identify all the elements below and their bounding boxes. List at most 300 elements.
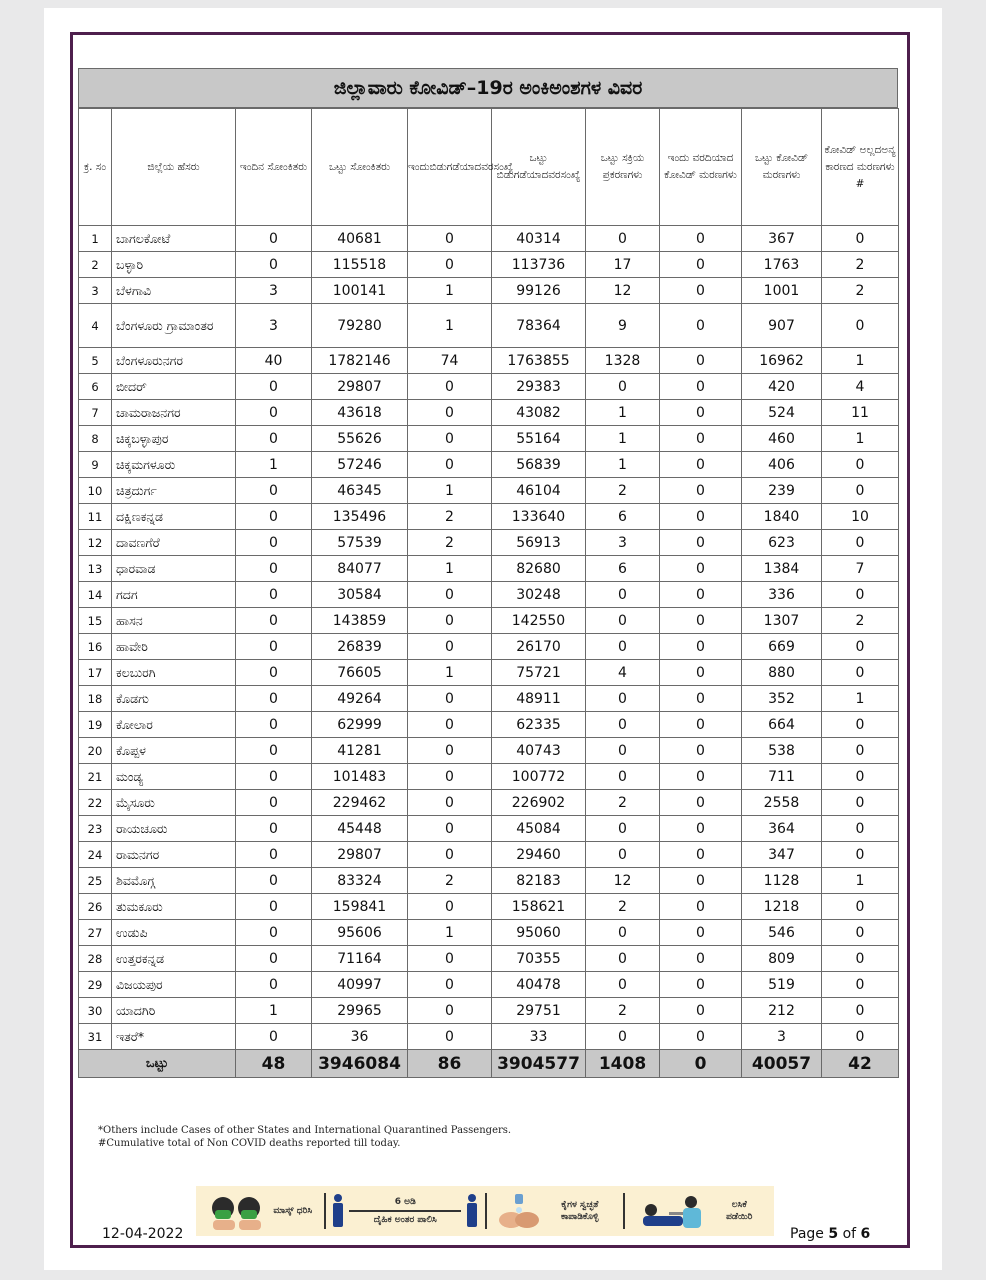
total-discharged: 55164 xyxy=(492,426,586,452)
table-row xyxy=(79,426,899,452)
col-header-today-deaths: ಇಂದು ವರದಿಯಾದ ಕೋವಿಡ್ ಮರಣಗಳು xyxy=(660,109,742,226)
total-tested: 49264 xyxy=(312,686,408,712)
total-discharged: 226902 xyxy=(492,790,586,816)
district-name: ಬೀದರ್ xyxy=(112,374,236,400)
today-discharged: 0 xyxy=(408,738,492,764)
row-sl: 8 xyxy=(79,426,112,452)
today-deaths: 0 xyxy=(660,582,742,608)
today-discharged: 2 xyxy=(408,868,492,894)
vaccine-icon xyxy=(639,1192,711,1230)
today-discharged: 0 xyxy=(408,608,492,634)
total-deaths: 3 xyxy=(742,1024,822,1050)
today-deaths: 0 xyxy=(660,738,742,764)
today-discharged: 1 xyxy=(408,304,492,348)
district-name: ಶಿವಮೊಗ್ಗ xyxy=(112,868,236,894)
district-name: ಚಿತ್ರದುರ್ಗ xyxy=(112,478,236,504)
banner-distance-label: ದೈಹಿಕ ಅಂತರ ಪಾಲಿಸಿ xyxy=(373,1215,437,1225)
total-deaths: 623 xyxy=(742,530,822,556)
row-sl: 29 xyxy=(79,972,112,998)
total-discharged: 1763855 xyxy=(492,348,586,374)
non-covid-deaths: 0 xyxy=(822,998,899,1024)
table-body xyxy=(79,226,899,1050)
total-deaths: 538 xyxy=(742,738,822,764)
total-tested: 26839 xyxy=(312,634,408,660)
active-cases: 1328 xyxy=(586,348,660,374)
table-row xyxy=(79,686,899,712)
table-row xyxy=(79,1024,899,1050)
active-cases: 0 xyxy=(586,686,660,712)
today-tested: 0 xyxy=(236,816,312,842)
active-cases: 0 xyxy=(586,946,660,972)
non-covid-deaths: 0 xyxy=(822,452,899,478)
total-discharged: 75721 xyxy=(492,660,586,686)
non-covid-deaths: 0 xyxy=(822,582,899,608)
non-covid-deaths: 2 xyxy=(822,608,899,634)
today-deaths: 0 xyxy=(660,504,742,530)
total-tested: 57539 xyxy=(312,530,408,556)
report-date: 12-04-2022 xyxy=(102,1226,184,1242)
district-name: ದಾವಣಗೆರೆ xyxy=(112,530,236,556)
table-row xyxy=(79,764,899,790)
today-deaths: 0 xyxy=(660,400,742,426)
row-sl: 12 xyxy=(79,530,112,556)
total-discharged: 48911 xyxy=(492,686,586,712)
district-name: ಹಾಸನ xyxy=(112,608,236,634)
district-name: ಕೋಲಾರ xyxy=(112,712,236,738)
today-discharged: 0 xyxy=(408,894,492,920)
today-tested: 0 xyxy=(236,842,312,868)
row-sl: 31 xyxy=(79,1024,112,1050)
total-deaths: 406 xyxy=(742,452,822,478)
non-covid-deaths: 0 xyxy=(822,816,899,842)
today-tested: 0 xyxy=(236,400,312,426)
mask-faces-icon xyxy=(207,1192,267,1230)
active-cases: 0 xyxy=(586,634,660,660)
totals-total: 3946084 xyxy=(312,1050,408,1078)
table-row xyxy=(79,304,899,348)
today-tested: 0 xyxy=(236,608,312,634)
total-discharged: 142550 xyxy=(492,608,586,634)
total-discharged: 113736 xyxy=(492,252,586,278)
col-header-today-discharged: ಇಂದುಬಿಡುಗಡೆಯಾದವರಸಂಖ್ಯೆ xyxy=(408,109,492,226)
today-deaths: 0 xyxy=(660,374,742,400)
today-deaths: 0 xyxy=(660,660,742,686)
row-sl: 30 xyxy=(79,998,112,1024)
active-cases: 0 xyxy=(586,226,660,252)
table-row xyxy=(79,582,899,608)
district-name: ಚಾಮರಾಜನಗರ xyxy=(112,400,236,426)
non-covid-deaths: 10 xyxy=(822,504,899,530)
totals-row xyxy=(79,1050,899,1078)
total-discharged: 40478 xyxy=(492,972,586,998)
totals-active: 1408 xyxy=(586,1050,660,1078)
total-deaths: 352 xyxy=(742,686,822,712)
today-tested: 0 xyxy=(236,1024,312,1050)
total-discharged: 56839 xyxy=(492,452,586,478)
totals-total-discharged: 3904577 xyxy=(492,1050,586,1078)
total-tested: 43618 xyxy=(312,400,408,426)
totals-deaths: 40057 xyxy=(742,1050,822,1078)
active-cases: 6 xyxy=(586,556,660,582)
page-number xyxy=(790,1226,870,1242)
total-deaths: 367 xyxy=(742,226,822,252)
total-discharged: 45084 xyxy=(492,816,586,842)
today-tested: 0 xyxy=(236,712,312,738)
district-name: ರಾಮನಗರ xyxy=(112,842,236,868)
total-deaths: 1384 xyxy=(742,556,822,582)
banner-hands-segment xyxy=(487,1186,623,1236)
row-sl: 10 xyxy=(79,478,112,504)
district-name: ಬೆಳಗಾವಿ xyxy=(112,278,236,304)
total-deaths: 1218 xyxy=(742,894,822,920)
col-header-total-deaths: ಒಟ್ಟು ಕೋವಿಡ್ ಮರಣಗಳು xyxy=(742,109,822,226)
today-tested: 40 xyxy=(236,348,312,374)
total-discharged: 82183 xyxy=(492,868,586,894)
non-covid-deaths: 0 xyxy=(822,1024,899,1050)
today-discharged: 1 xyxy=(408,278,492,304)
today-discharged: 0 xyxy=(408,226,492,252)
total-discharged: 82680 xyxy=(492,556,586,582)
district-name: ತುಮಕೂರು xyxy=(112,894,236,920)
active-cases: 1 xyxy=(586,426,660,452)
row-sl: 17 xyxy=(79,660,112,686)
active-cases: 0 xyxy=(586,608,660,634)
banner-vaccine-label: ಲಸಿಕೆ ಪಡೆಯಿರಿ xyxy=(726,1200,753,1222)
row-sl: 13 xyxy=(79,556,112,582)
non-covid-deaths: 0 xyxy=(822,790,899,816)
today-tested: 0 xyxy=(236,582,312,608)
active-cases: 0 xyxy=(586,764,660,790)
today-discharged: 0 xyxy=(408,816,492,842)
active-cases: 17 xyxy=(586,252,660,278)
today-discharged: 2 xyxy=(408,530,492,556)
total-deaths: 1001 xyxy=(742,278,822,304)
today-deaths: 0 xyxy=(660,608,742,634)
non-covid-deaths: 4 xyxy=(822,374,899,400)
row-sl: 25 xyxy=(79,868,112,894)
row-sl: 27 xyxy=(79,920,112,946)
total-deaths: 2558 xyxy=(742,790,822,816)
total-tested: 71164 xyxy=(312,946,408,972)
non-covid-deaths: 0 xyxy=(822,972,899,998)
non-covid-deaths: 2 xyxy=(822,278,899,304)
total-deaths: 420 xyxy=(742,374,822,400)
district-name: ಚಿಕ್ಕಮಗಳೂರು xyxy=(112,452,236,478)
today-deaths: 0 xyxy=(660,868,742,894)
col-header-today-tested: ಇಂದಿನ ಸೋಂಕಿತರು xyxy=(236,109,312,226)
totals-today-discharged: 86 xyxy=(408,1050,492,1078)
page-current: 5 xyxy=(828,1226,839,1242)
today-tested: 0 xyxy=(236,972,312,998)
banner-mask-label: ಮಾಸ್ಕ್ ಧರಿಸಿ xyxy=(273,1206,313,1216)
total-deaths: 546 xyxy=(742,920,822,946)
today-discharged: 74 xyxy=(408,348,492,374)
district-name: ಹಾವೇರಿ xyxy=(112,634,236,660)
non-covid-deaths: 1 xyxy=(822,868,899,894)
today-deaths: 0 xyxy=(660,712,742,738)
active-cases: 2 xyxy=(586,998,660,1024)
today-tested: 0 xyxy=(236,790,312,816)
total-deaths: 524 xyxy=(742,400,822,426)
non-covid-deaths: 0 xyxy=(822,764,899,790)
today-discharged: 1 xyxy=(408,478,492,504)
active-cases: 0 xyxy=(586,738,660,764)
row-sl: 9 xyxy=(79,452,112,478)
today-discharged: 0 xyxy=(408,998,492,1024)
total-tested: 40681 xyxy=(312,226,408,252)
row-sl: 19 xyxy=(79,712,112,738)
total-tested: 1782146 xyxy=(312,348,408,374)
active-cases: 2 xyxy=(586,790,660,816)
non-covid-deaths: 0 xyxy=(822,660,899,686)
today-discharged: 2 xyxy=(408,504,492,530)
today-discharged: 0 xyxy=(408,946,492,972)
today-discharged: 0 xyxy=(408,764,492,790)
total-tested: 57246 xyxy=(312,452,408,478)
active-cases: 3 xyxy=(586,530,660,556)
total-tested: 100141 xyxy=(312,278,408,304)
table-row xyxy=(79,920,899,946)
row-sl: 18 xyxy=(79,686,112,712)
district-name: ರಾಯಚೂರು xyxy=(112,816,236,842)
today-deaths: 0 xyxy=(660,478,742,504)
today-deaths: 0 xyxy=(660,226,742,252)
banner-mask-segment xyxy=(196,1186,324,1236)
today-tested: 0 xyxy=(236,894,312,920)
today-deaths: 0 xyxy=(660,816,742,842)
table-row xyxy=(79,972,899,998)
totals-today: 48 xyxy=(236,1050,312,1078)
today-discharged: 0 xyxy=(408,686,492,712)
non-covid-deaths: 11 xyxy=(822,400,899,426)
district-name: ಕಲಬುರಗಿ xyxy=(112,660,236,686)
today-tested: 0 xyxy=(236,226,312,252)
banner-vaccine-segment xyxy=(625,1186,774,1236)
non-covid-deaths: 7 xyxy=(822,556,899,582)
today-discharged: 1 xyxy=(408,556,492,582)
total-discharged: 40314 xyxy=(492,226,586,252)
non-covid-deaths: 1 xyxy=(822,426,899,452)
today-deaths: 0 xyxy=(660,634,742,660)
col-header-non-covid-deaths: ಕೋವಿಡ್ ಅಲ್ಲದಅನ್ಯ ಕಾರಣದ ಮರಣಗಳು # xyxy=(822,109,899,226)
today-discharged: 0 xyxy=(408,1024,492,1050)
total-discharged: 46104 xyxy=(492,478,586,504)
row-sl: 20 xyxy=(79,738,112,764)
total-discharged: 29383 xyxy=(492,374,586,400)
banner-distance-segment xyxy=(326,1186,485,1236)
person-icon xyxy=(331,1193,345,1229)
row-sl: 23 xyxy=(79,816,112,842)
today-tested: 0 xyxy=(236,920,312,946)
total-discharged: 78364 xyxy=(492,304,586,348)
row-sl: 2 xyxy=(79,252,112,278)
today-discharged: 0 xyxy=(408,712,492,738)
today-deaths: 0 xyxy=(660,1024,742,1050)
table-row xyxy=(79,790,899,816)
totals-label: ಒಟ್ಟು xyxy=(79,1050,236,1078)
total-deaths: 1128 xyxy=(742,868,822,894)
table-row xyxy=(79,348,899,374)
table-row xyxy=(79,278,899,304)
district-name: ಉಡುಪಿ xyxy=(112,920,236,946)
active-cases: 1 xyxy=(586,452,660,478)
today-deaths: 0 xyxy=(660,842,742,868)
total-deaths: 711 xyxy=(742,764,822,790)
row-sl: 26 xyxy=(79,894,112,920)
row-sl: 4 xyxy=(79,304,112,348)
total-tested: 79280 xyxy=(312,304,408,348)
non-covid-deaths: 0 xyxy=(822,946,899,972)
today-tested: 0 xyxy=(236,946,312,972)
total-discharged: 70355 xyxy=(492,946,586,972)
today-tested: 0 xyxy=(236,868,312,894)
active-cases: 4 xyxy=(586,660,660,686)
total-discharged: 133640 xyxy=(492,504,586,530)
active-cases: 0 xyxy=(586,582,660,608)
today-tested: 3 xyxy=(236,278,312,304)
table-header-row xyxy=(79,109,899,226)
today-discharged: 0 xyxy=(408,400,492,426)
total-deaths: 460 xyxy=(742,426,822,452)
total-tested: 83324 xyxy=(312,868,408,894)
page-title: ಜಿಲ್ಲಾವಾರು ಕೋವಿಡ್–19ರ ಅಂಕಿಅಂಶಗಳ ವಿವರ xyxy=(78,68,898,108)
table-row xyxy=(79,894,899,920)
total-discharged: 100772 xyxy=(492,764,586,790)
total-discharged: 30248 xyxy=(492,582,586,608)
non-covid-deaths: 1 xyxy=(822,686,899,712)
district-name: ಕೊಪ್ಪಳ xyxy=(112,738,236,764)
total-tested: 115518 xyxy=(312,252,408,278)
active-cases: 0 xyxy=(586,816,660,842)
total-deaths: 347 xyxy=(742,842,822,868)
active-cases: 0 xyxy=(586,920,660,946)
district-name: ಇತರೆ* xyxy=(112,1024,236,1050)
today-tested: 0 xyxy=(236,738,312,764)
table-row xyxy=(79,946,899,972)
total-discharged: 56913 xyxy=(492,530,586,556)
table-row xyxy=(79,738,899,764)
today-tested: 0 xyxy=(236,686,312,712)
active-cases: 6 xyxy=(586,504,660,530)
total-tested: 41281 xyxy=(312,738,408,764)
today-discharged: 0 xyxy=(408,252,492,278)
today-tested: 0 xyxy=(236,426,312,452)
page-of: of xyxy=(842,1226,857,1242)
active-cases: 2 xyxy=(586,894,660,920)
row-sl: 14 xyxy=(79,582,112,608)
non-covid-deaths: 2 xyxy=(822,252,899,278)
non-covid-deaths: 0 xyxy=(822,304,899,348)
row-sl: 21 xyxy=(79,764,112,790)
total-tested: 76605 xyxy=(312,660,408,686)
total-tested: 55626 xyxy=(312,426,408,452)
district-name: ಬಳ್ಳಾರಿ xyxy=(112,252,236,278)
table-row xyxy=(79,816,899,842)
total-discharged: 33 xyxy=(492,1024,586,1050)
total-tested: 36 xyxy=(312,1024,408,1050)
total-tested: 40997 xyxy=(312,972,408,998)
table-row xyxy=(79,712,899,738)
row-sl: 6 xyxy=(79,374,112,400)
active-cases: 0 xyxy=(586,972,660,998)
active-cases: 9 xyxy=(586,304,660,348)
person-icon xyxy=(465,1193,479,1229)
district-name: ಬೆಂಗಳೂರುನಗರ xyxy=(112,348,236,374)
today-deaths: 0 xyxy=(660,894,742,920)
total-deaths: 364 xyxy=(742,816,822,842)
total-discharged: 95060 xyxy=(492,920,586,946)
non-covid-deaths: 0 xyxy=(822,894,899,920)
today-tested: 3 xyxy=(236,304,312,348)
table-row xyxy=(79,634,899,660)
total-deaths: 212 xyxy=(742,998,822,1024)
table-row xyxy=(79,478,899,504)
active-cases: 12 xyxy=(586,868,660,894)
total-deaths: 1307 xyxy=(742,608,822,634)
non-covid-deaths: 0 xyxy=(822,738,899,764)
non-covid-deaths: 1 xyxy=(822,348,899,374)
district-name: ಕೊಡಗು xyxy=(112,686,236,712)
total-tested: 84077 xyxy=(312,556,408,582)
total-tested: 95606 xyxy=(312,920,408,946)
non-covid-deaths: 0 xyxy=(822,530,899,556)
today-tested: 0 xyxy=(236,556,312,582)
today-deaths: 0 xyxy=(660,530,742,556)
district-name: ಗದಗ xyxy=(112,582,236,608)
today-discharged: 1 xyxy=(408,920,492,946)
non-covid-deaths: 0 xyxy=(822,712,899,738)
district-name: ಧಾರವಾಡ xyxy=(112,556,236,582)
total-discharged: 40743 xyxy=(492,738,586,764)
today-deaths: 0 xyxy=(660,348,742,374)
today-tested: 0 xyxy=(236,374,312,400)
total-tested: 46345 xyxy=(312,478,408,504)
total-discharged: 158621 xyxy=(492,894,586,920)
table-row xyxy=(79,530,899,556)
today-deaths: 0 xyxy=(660,946,742,972)
total-deaths: 336 xyxy=(742,582,822,608)
row-sl: 16 xyxy=(79,634,112,660)
district-name: ದಕ್ಷಿಣಕನ್ನಡ xyxy=(112,504,236,530)
today-deaths: 0 xyxy=(660,556,742,582)
table-row xyxy=(79,400,899,426)
total-tested: 30584 xyxy=(312,582,408,608)
row-sl: 7 xyxy=(79,400,112,426)
today-tested: 0 xyxy=(236,504,312,530)
safety-banner xyxy=(196,1186,774,1236)
today-tested: 0 xyxy=(236,660,312,686)
non-covid-deaths: 0 xyxy=(822,634,899,660)
active-cases: 12 xyxy=(586,278,660,304)
today-discharged: 0 xyxy=(408,634,492,660)
table-row xyxy=(79,608,899,634)
district-name: ಚಿಕ್ಕಬಳ್ಳಾಪುರ xyxy=(112,426,236,452)
page-prefix: Page xyxy=(790,1226,824,1242)
today-discharged: 0 xyxy=(408,374,492,400)
district-name: ಬೆಂಗಳೂರು ಗ್ರಾಮಾಂತರ xyxy=(112,304,236,348)
active-cases: 0 xyxy=(586,1024,660,1050)
table-row xyxy=(79,504,899,530)
total-tested: 29965 xyxy=(312,998,408,1024)
non-covid-deaths: 0 xyxy=(822,920,899,946)
total-tested: 101483 xyxy=(312,764,408,790)
district-name: ಮಂಡ್ಯ xyxy=(112,764,236,790)
today-tested: 0 xyxy=(236,634,312,660)
footnotes xyxy=(98,1124,511,1150)
table-row xyxy=(79,998,899,1024)
active-cases: 0 xyxy=(586,374,660,400)
table-row xyxy=(79,226,899,252)
